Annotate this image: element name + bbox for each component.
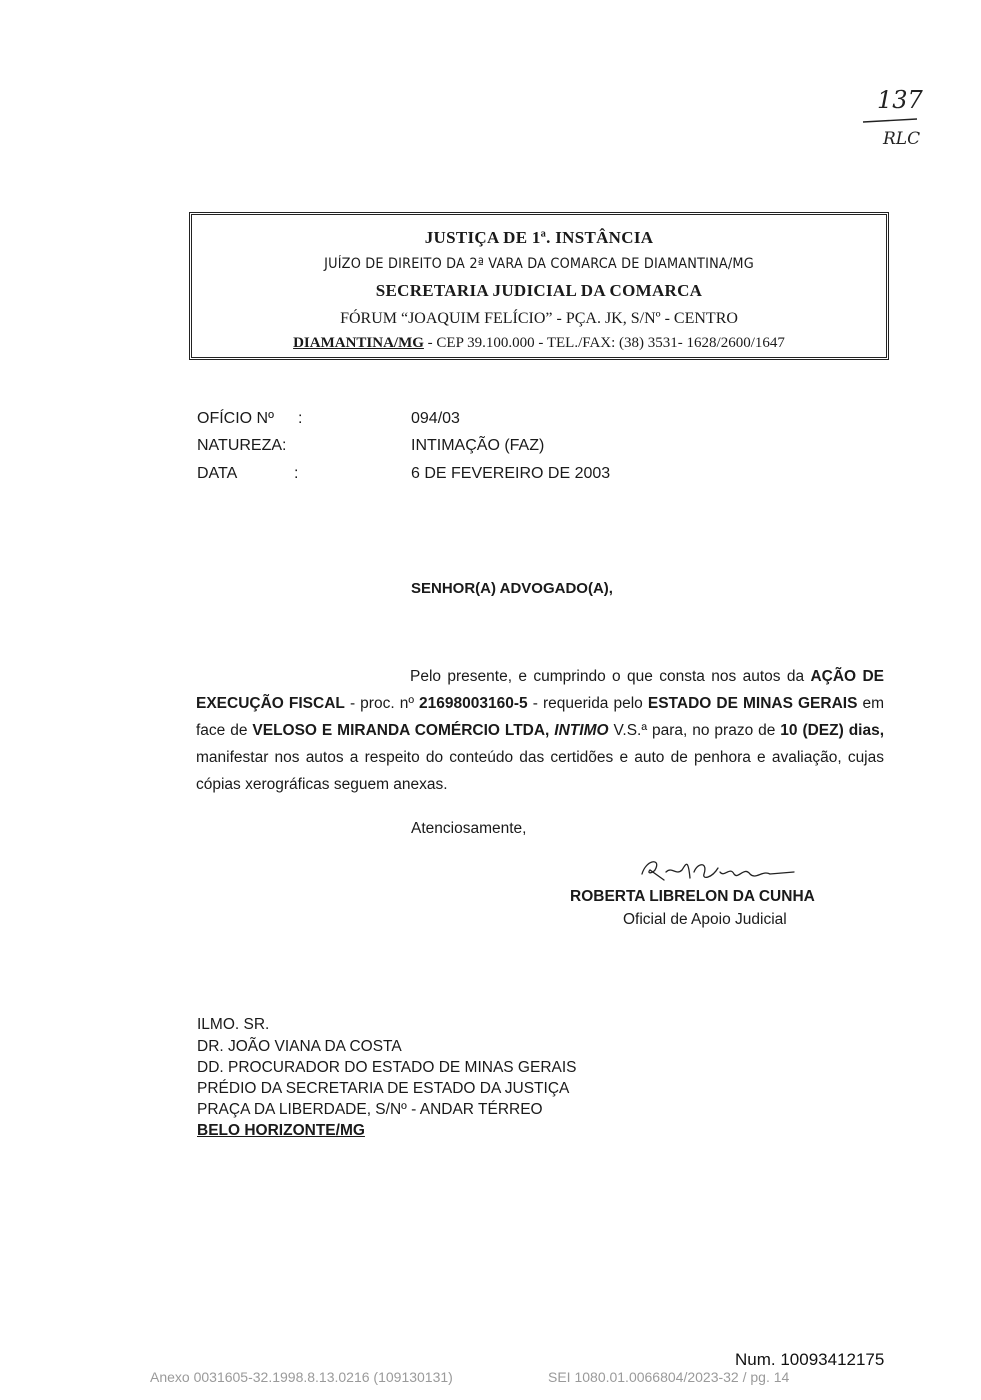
address-line-2: DR. JOÃO VIANA DA COSTA xyxy=(197,1038,402,1055)
header-forum-address: FÓRUM “JOAQUIM FELÍCIO” - PÇA. JK, S/Nº - CENTRO xyxy=(340,310,738,327)
handwritten-page-mark xyxy=(855,82,945,152)
header-court-division: JUÍZO DE DIREITO DA 2ª VARA DA COMARCA DE DIAMANTINA/MG xyxy=(324,256,754,272)
intimo-word: INTIMO xyxy=(554,722,609,739)
natureza-label: NATUREZA: xyxy=(197,437,287,454)
oficio-label: OFÍCIO Nº xyxy=(197,410,274,427)
data-label: DATA xyxy=(197,465,238,482)
handwritten-signature xyxy=(638,852,798,888)
header-court-level: JUSTIÇA DE 1ª. INSTÂNCIA xyxy=(424,228,654,247)
deadline: 10 (DEZ) dias, xyxy=(780,722,885,739)
footer-annex-reference: Anexo 0031605-32.1998.8.13.0216 (109130131) xyxy=(150,1369,453,1385)
body-text-7: manifestar nos autos a respeito do conteúdo das certidões e auto de penhora e avaliação, cujas cópias xerográficas seguem anexas. xyxy=(196,749,884,793)
header-city: DIAMANTINA/MG xyxy=(293,335,424,351)
oficio-colon: : xyxy=(298,410,303,427)
data-value: 6 DE FEVEREIRO DE 2003 xyxy=(411,465,611,482)
body-text-3: - requerida pelo xyxy=(527,695,648,712)
address-line-1: ILMO. SR. xyxy=(197,1016,270,1033)
body-text-6: V.S.ª para, no prazo de xyxy=(608,722,781,739)
address-line-3: DD. PROCURADOR DO ESTADO DE MINAS GERAIS xyxy=(197,1059,577,1076)
natureza-value: INTIMAÇÃO (FAZ) xyxy=(411,437,545,454)
address-city: BELO HORIZONTE/MG xyxy=(197,1122,365,1139)
defendant: VELOSO E MIRANDA COMÉRCIO LTDA, xyxy=(252,722,550,739)
address-line-5: PRAÇA DA LIBERDADE, S/Nº - ANDAR TÉRREO xyxy=(197,1101,543,1118)
signer-role: Oficial de Apoio Judicial xyxy=(623,911,787,928)
oficio-value: 094/03 xyxy=(411,410,460,427)
address-line-4: PRÉDIO DA SECRETARIA DE ESTADO DA JUSTIÇA xyxy=(197,1080,570,1097)
document-number: Num. 10093412175 xyxy=(735,1350,885,1369)
body-text-1: Pelo presente, e cumprindo o que consta nos autos da xyxy=(410,668,811,685)
body-text-2: - proc. nº xyxy=(344,695,420,712)
action-type: AÇÃO DE EXECUÇÃO FISCAL xyxy=(196,668,884,712)
body-paragraph xyxy=(196,663,884,798)
plaintiff: ESTADO DE MINAS GERAIS xyxy=(647,695,858,712)
header-secretariat: SECRETARIA JUDICIAL DA COMARCA xyxy=(375,281,703,300)
page-mark-number: 137 xyxy=(877,86,923,114)
signer-name: ROBERTA LIBRELON DA CUNHA xyxy=(570,888,815,905)
page-mark-initials: RLC xyxy=(883,129,921,149)
salutation: SENHOR(A) ADVOGADO(A), xyxy=(411,580,613,597)
header-contact: - CEP 39.100.000 - TEL./FAX: (38) 3531- 1628/2600/1647 xyxy=(423,335,785,351)
court-header-box xyxy=(189,212,889,360)
body-text-4: em face de xyxy=(196,695,885,739)
footer-sei-reference: SEI 1080.01.0066804/2023-32 / pg. 14 xyxy=(548,1369,790,1385)
data-colon: : xyxy=(294,465,299,482)
header-contact-line xyxy=(192,335,886,352)
process-number: 21698003160-5 xyxy=(419,695,528,712)
closing: Atenciosamente, xyxy=(411,820,527,837)
